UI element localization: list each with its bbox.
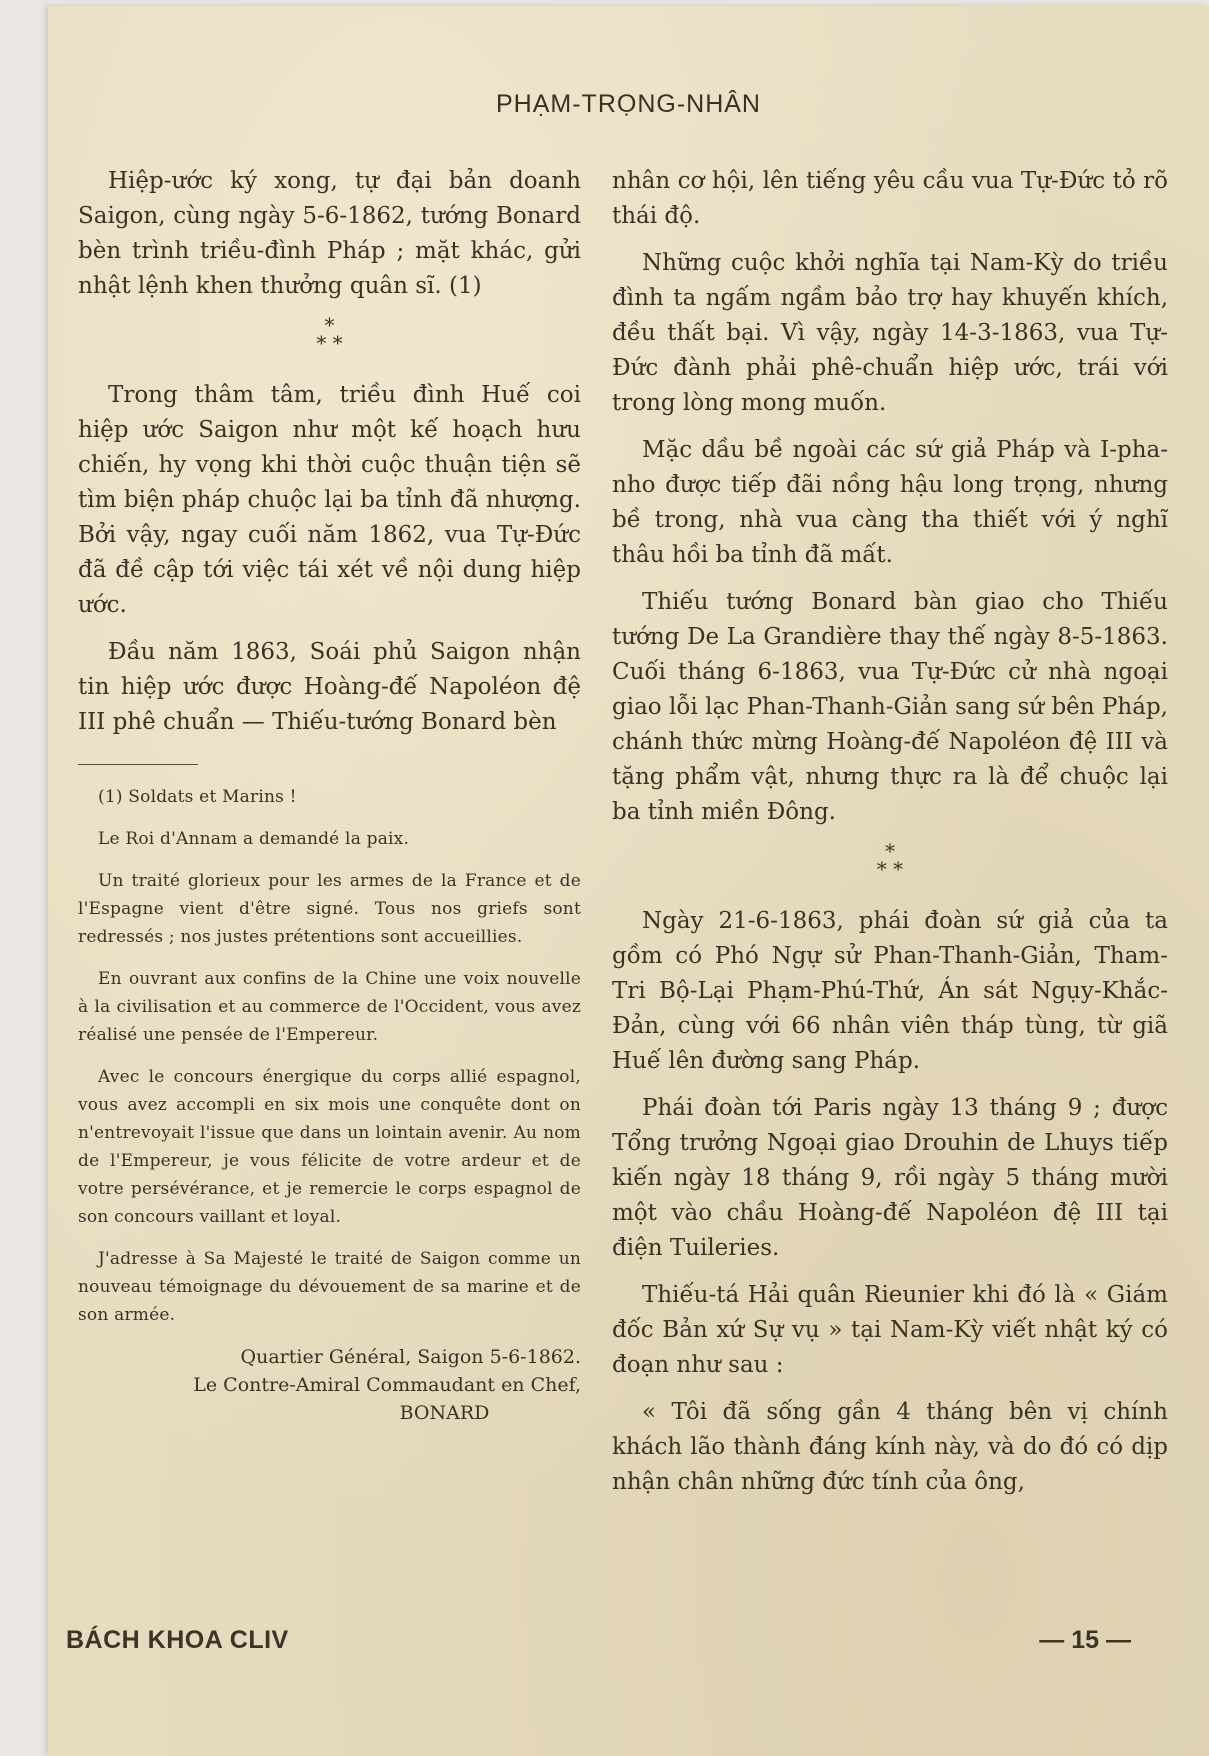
signature-place-date: Quartier Général, Saigon 5-6-1862. [240,1346,581,1368]
footnote-divider [78,764,198,765]
footnote [78,783,581,1427]
footnote-paragraph: (1) Soldats et Marins ! [98,787,297,807]
separator-star: * [885,839,895,863]
page [48,6,1209,1756]
paragraph: Hiệp-ước ký xong, tự đại bản doanh Saigon, cùng ngày 5-6-1862, tướng Bonard bèn trình triều-đình Pháp ; mặt khác, gửi nhật lệnh khen thưởng quân sĩ. (1) [78,168,581,299]
paragraph: Trong thâm tâm, triều đình Huế coi hiệp ước Saigon như một kế hoạch hưu chiến, hy vọng khi thời cuộc thuận tiện sẽ tìm biện pháp chuộc lại ba tỉnh đã nhượng. Bởi vậy, ngay cuối năm 1862, vua Tự-Đức đã đề cập tới việc tái xét về nội dung hiệp ước. [78,382,581,618]
separator-star: * [324,313,335,337]
section-separator [78,313,581,355]
right-column [612,164,1168,1512]
signature-block [78,1343,581,1427]
paragraph: Phái đoàn tới Paris ngày 13 tháng 9 ; được Tổng trưởng Ngoại giao Drouhin de Lhuys tiếp kiến ngày 18 tháng 9, rồi ngày 5 tháng mười một vào chầu Hoàng-đế Napoléon đệ III tại điện Tuileries. [612,1095,1168,1261]
signature-title: Le Contre-Amiral Commaudant en Chef, [193,1374,581,1396]
publication-footer: BÁCH KHOA CLIV [66,1626,289,1654]
paragraph: Ngày 21-6-1863, phái đoàn sứ giả của ta gồm có Phó Ngự sử Phan-Thanh-Giản, Tham-Tri Bộ-Lại Phạm-Phú-Thứ, Án sát Ngụy-Khắc-Đản, cùng với 66 nhân viên tháp tùng, từ giã Huế lên đường sang Pháp. [612,908,1168,1074]
paragraph: Thiếu tướng Bonard bàn giao cho Thiếu tướng De La Grandière thay thế ngày 8-5-1863. Cuối tháng 6-1863, vua Tự-Đức cử nhà ngoại giao lỗi lạc Phan-Thanh-Giản sang sứ bên Pháp, chánh thức mừng Hoàng-đế Napoléon đệ III và tặng phẩm vật, nhưng thực ra là để chuộc lại ba tỉnh miền Đông. [612,589,1168,825]
footnote-paragraph: J'adresse à Sa Majesté le traité de Saigon comme un nouveau témoignage du dévouement de sa marine et de son armée. [78,1249,581,1325]
paragraph: nhân cơ hội, lên tiếng yêu cầu vua Tự-Đức tỏ rõ thái độ. [612,168,1168,229]
page-number: — 15 — [1039,1626,1131,1654]
paragraph: Đầu năm 1863, Soái phủ Saigon nhận tin hiệp ước được Hoàng-đế Napoléon đệ III phê chuẩn — Thiếu-tướng Bonard bèn [78,639,581,735]
footnote-paragraph: Un traité glorieux pour les armes de la France et de l'Espagne vient d'être signé. Tous nos griefs sont redressés ; nos justes prétentions sont accueillies. [78,871,581,947]
footnote-paragraph: En ouvrant aux confins de la Chine une voix nouvelle à la civilisation et au commerce de l'Occident, vous avez réalisé une pensée de l'Empereur. [78,969,581,1045]
separator-star: * * [316,331,343,355]
left-column [78,164,581,1427]
footnote-paragraph: Avec le concours énergique du corps allié espagnol, vous avez accompli en six mois une conquête dont on n'entrevoyait l'issue que dans un lointain avenir. Au nom de l'Empereur, je vous félicite de votre ardeur et de votre persévérance, et je remercie le corps espagnol de son concours vaillant et loyal. [78,1067,581,1227]
section-separator [612,839,1168,881]
separator-star: * * [876,857,904,881]
paragraph: « Tôi đã sống gần 4 tháng bên vị chính khách lão thành đáng kính này, và do đó có dịp nhận chân những đức tính của ông, [612,1399,1168,1495]
signature-name: BONARD [399,1402,490,1424]
paragraph: Những cuộc khởi nghĩa tại Nam-Kỳ do triều đình ta ngấm ngầm bảo trợ hay khuyến khích, đều thất bại. Vì vậy, ngày 14-3-1863, vua Tự-Đức đành phải phê-chuẩn hiệp ước, trái với trong lòng mong muốn. [612,250,1168,416]
running-header: PHẠM-TRỌNG-NHÂN [496,90,761,118]
paragraph: Thiếu-tá Hải quân Rieunier khi đó là « Giám đốc Bản xứ Sự vụ » tại Nam-Kỳ viết nhật ký có đoạn như sau : [612,1282,1168,1378]
footnote-paragraph: Le Roi d'Annam a demandé la paix. [98,829,410,849]
paragraph: Mặc dầu bề ngoài các sứ giả Pháp và I-pha-nho được tiếp đãi nồng hậu long trọng, nhưng bề trong, nhà vua càng tha thiết với ý nghĩ thâu hồi ba tỉnh đã mất. [612,437,1168,568]
